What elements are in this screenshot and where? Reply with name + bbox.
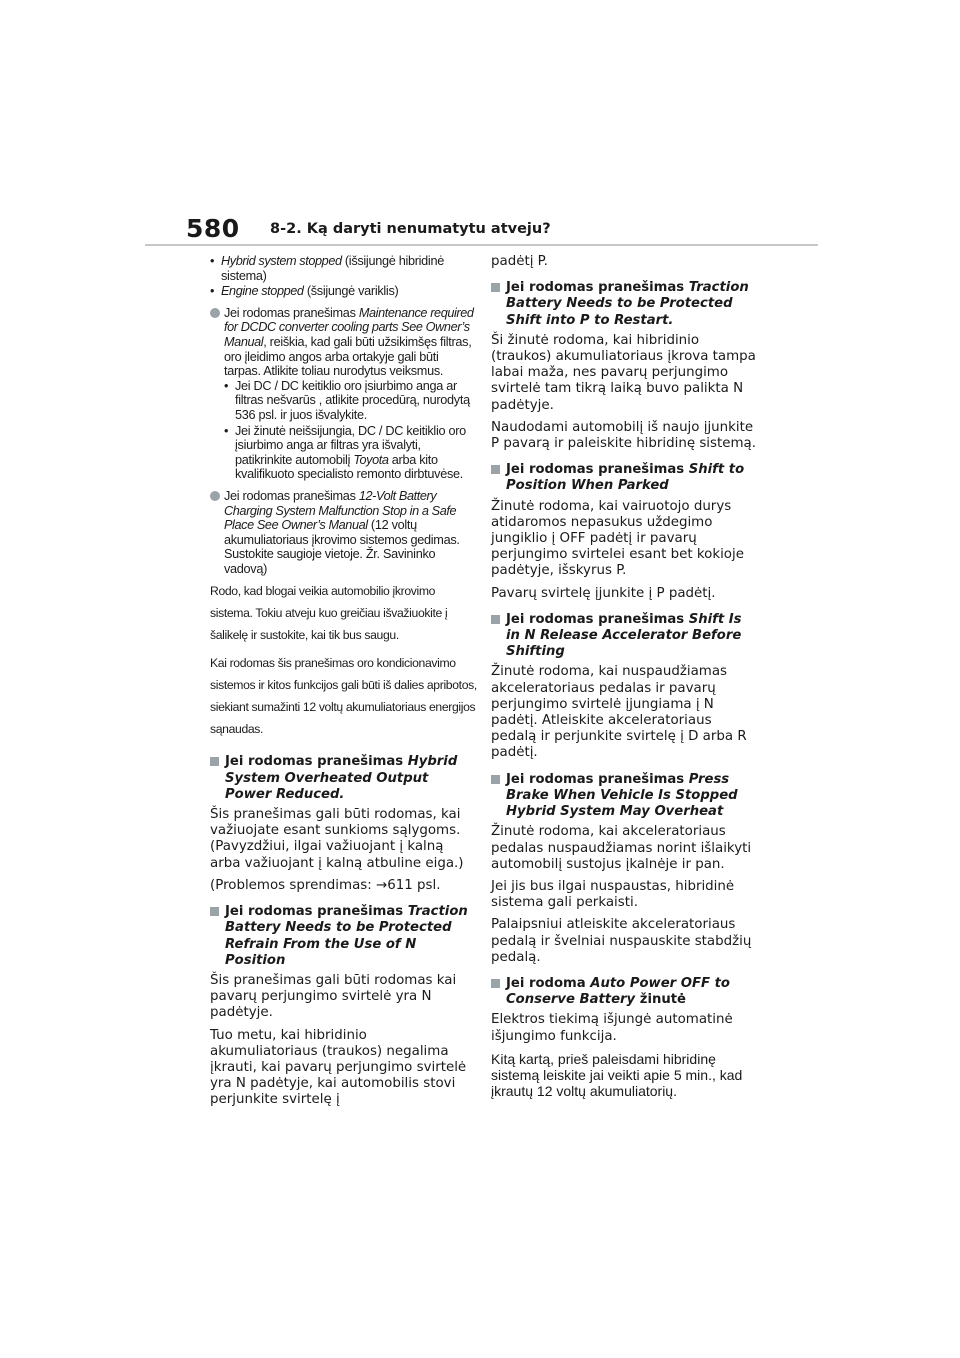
note-text: , reiškia, kad gali būti užsikimšęs filtras, oro įleidimo angos arba ortakyje gali būti tarpas. Atlikite toliau nurodytus veiksmus. (224, 334, 472, 379)
list-item: • Jei DC / DC keitiklio oro įsiurbimo anga ar filtras nešvarūs , atlikite procedūrą, nurodytą 536 psl. ir juos išvalykite. (224, 378, 470, 422)
section-heading (491, 462, 759, 494)
section-heading (491, 280, 759, 329)
message-name: Hybrid system stopped (221, 254, 342, 268)
paragraph: Pavarų svirtelę įjunkite į P padėtį. (491, 585, 716, 601)
message-name: Shift to Position When Parked (506, 462, 745, 494)
note-text: (12 voltų akumuliatoriaus įkrovimo sistemos gedimas. Sustokite saugioje vietoje. Žr. Savininko vadovą) (224, 518, 460, 576)
paragraph: Žinutė rodoma, kai akceleratoriaus pedalas nuspaudžiamas norint išlaikyti automobilį sustojus įkalnėje ir pan. (491, 824, 752, 872)
paragraph: Tuo metu, kai hibridinio akumuliatoriaus (traukos) negalima įkrauti, kai pavarų perjungimo svirtelė yra N padėtyje, kai automobilis stovi perjunkite svirtelę į (210, 1027, 467, 1108)
note-item (210, 306, 478, 379)
paragraph: Naudodami automobilį iš naujo įjunkite P pavarą ir paleiskite hibridinę sistemą. (491, 419, 757, 452)
message-name: Press Brake When Vehicle Is Stopped Hybrid System May Overheat (506, 771, 738, 820)
heading-text: Jei rodomas pranešimas (506, 280, 689, 296)
section-heading (210, 754, 478, 803)
square-bullet-icon (491, 775, 500, 784)
message-translation: (išsijungė hibridinė sistema) (221, 254, 444, 283)
paragraph: padėtį P. (491, 254, 548, 269)
list-item: • Jei žinutė neišsijungia, DC / DC keitiklio oro įsiurbimo anga ar filtras yra išvalyti, patikrinkite automobilį Toyota arba kito kvalifikuoto specialisto remonto dirbtuvėse. (224, 423, 466, 482)
message-name: Auto Power OFF to Conserve Battery (506, 975, 730, 1008)
paragraph: Rodo, kad blogai veikia automobilio įkrovimo sistema. Tokiu atveju kuo greičiau išvažiuokite į šalikelę ir sustokite, kai tik bus saugu. (210, 584, 448, 643)
paragraph: Žinutė rodoma, kai nuspaudžiamas akceleratoriaus pedalas ir pavarų perjungimo svirtelė įjungiama į N padėtį. Atleiskite akceleratoriaus pedalą ir perjunkite svirtelę į D arba R padėtį. (491, 664, 747, 761)
message-translation: (šsijungė variklis) (303, 284, 399, 299)
message-name: Maintenance required for DCDC converter cooling parts See Owner’s Manual (224, 305, 474, 349)
message-name: Engine stopped (221, 284, 304, 299)
list-item-text: Jei žinutė neišsijungia, DC / DC keitiklio oro įsiurbimo anga ar filtras yra išvalyti, patikrinkite automobilį (235, 423, 466, 467)
square-bullet-icon (491, 615, 500, 624)
paragraph: Žinutė rodoma, kai vairuotojo durys atidaromos nepasukus uždegimo jungiklio į OFF padėtį ir pavarų perjungimo svirtelei esant bet kokioje padėtyje, išskyrus P. (491, 498, 744, 579)
message-name: Hybrid System Overheated Output Power Reduced. (225, 754, 458, 802)
list-item: • Engine stopped (šsijungė variklis) (210, 284, 399, 299)
note-item (210, 489, 478, 577)
right-column (491, 254, 759, 1105)
heading-text: Jei rodomas pranešimas (225, 754, 408, 770)
square-bullet-icon (210, 757, 219, 766)
paragraph: Kitą kartą, prieš paleisdami hibridinę sistemą leiskite jai veikti apie 5 min., kad įkrautų 12 voltų akumuliatorių. (491, 1050, 743, 1100)
circle-bullet-icon (210, 491, 220, 501)
paragraph: (Problemos sprendimas: →611 psl. (210, 877, 441, 893)
page-number: 580 (186, 214, 240, 243)
left-column (210, 254, 478, 1115)
paragraph: Šis pranešimas gali būti rodomas, kai važiuojate esant sunkioms sąlygoms. (Pavyzdžiui, ilgai važiuojant į kalną arba važiuojant į kalną atbuline eiga.) (210, 807, 464, 871)
heading-text: Jei rodomas pranešimas (506, 462, 689, 478)
list-item-text: arba kito kvalifikuoto specialisto remonto dirbtuvėse. (235, 452, 463, 482)
header-divider (145, 244, 818, 246)
heading-text: Jei rodoma (506, 975, 591, 991)
paragraph: Šis pranešimas gali būti rodomas kai pavarų perjungimo svirtelė yra N padėtyje. (210, 972, 457, 1021)
section-title: 8-2. Ką daryti nenumatytu atveju? (270, 221, 551, 237)
message-name: 12-Volt Battery Charging System Malfunction Stop in a Safe Place See Owner’s Manual (224, 488, 457, 533)
list-item-text: Jei DC / DC keitiklio oro įsiurbimo anga ar filtras nešvarūs , atlikite procedūrą, nurodytą 536 psl. ir juos išvalykite. (235, 378, 470, 422)
heading-text: Jei rodomas pranešimas (225, 904, 408, 920)
heading-text: Jei rodomas pranešimas (506, 771, 689, 787)
section-heading (491, 976, 759, 1008)
square-bullet-icon (491, 979, 500, 988)
paragraph: Jei jis bus ilgai nuspaustas, hibridinė sistema gali perkaisti. (491, 878, 735, 911)
paragraph: Elektros tiekimą išjungė automatinė išjungimo funkcija. (491, 1012, 733, 1044)
heading-text: žinutė (635, 992, 686, 1008)
paragraph: Ši žinutė rodoma, kai hibridinio (traukos) akumuliatoriaus įkrova tampa labai maža, nes pavarų perjungimo svirtelė tam tikrą laiką buvo palikta N padėtyje. (491, 332, 756, 413)
section-heading (210, 904, 478, 969)
square-bullet-icon (491, 283, 500, 292)
list-item: • Hybrid system stopped (išsijungė hibridinė sistema) (210, 254, 444, 283)
square-bullet-icon (491, 465, 500, 474)
square-bullet-icon (210, 907, 219, 916)
message-name: Traction Battery Needs to be Protected Shift into P to Restart. (506, 280, 749, 328)
note-text: Jei rodomas pranešimas (224, 488, 359, 503)
section-heading (491, 772, 759, 821)
brand-name: Toyota (353, 452, 389, 467)
paragraph: Palaipsniui atleiskite akceleratoriaus pedalą ir švelniai nuspauskite stabdžių pedalą. (491, 917, 752, 965)
circle-bullet-icon (210, 308, 220, 318)
heading-text: Jei rodomas pranešimas (506, 611, 689, 627)
section-heading (491, 612, 759, 661)
message-name: Shift Is in N Release Accelerator Before Shifting (506, 611, 742, 660)
message-name: Traction Battery Needs to be Protected Refrain From the Use of N Position (225, 904, 468, 968)
paragraph: Kai rodomas šis pranešimas oro kondicionavimo sistemos ir kitos funkcijos gali būti iš dalies apribotos, siekiant sumažinti 12 voltų akumuliatoriaus energijos sąnaudas. (210, 656, 477, 737)
note-text: Jei rodomas pranešimas (224, 305, 359, 320)
